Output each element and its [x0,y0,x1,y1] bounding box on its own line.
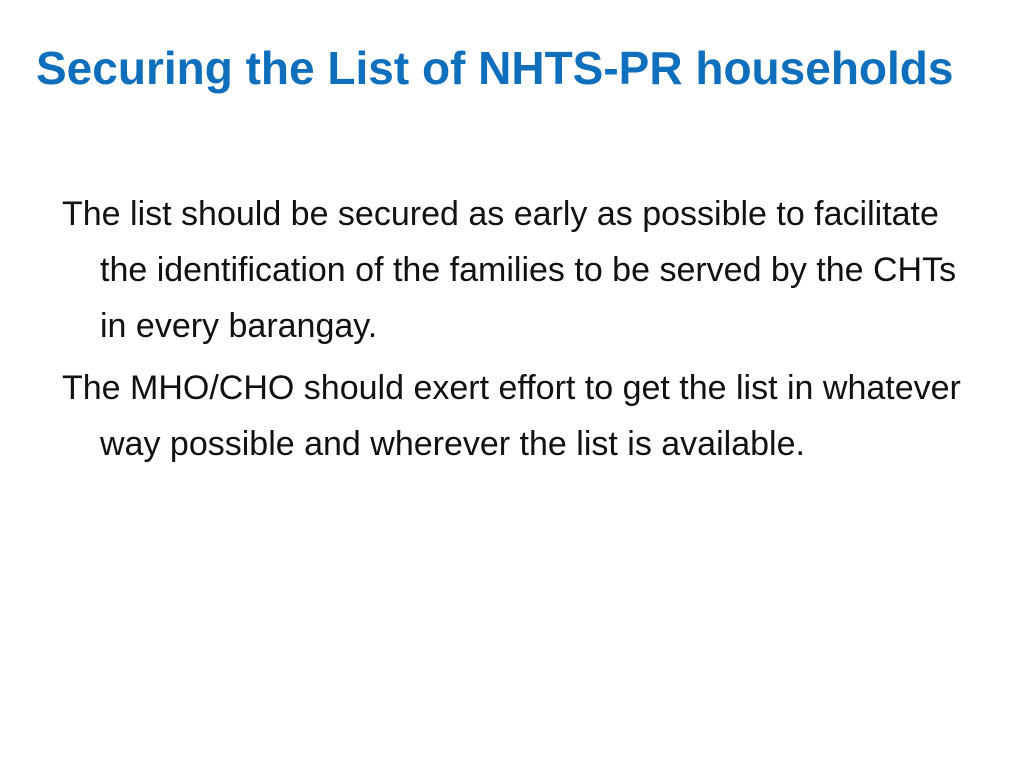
slide-title: Securing the List of NHTS-PR households [36,42,954,94]
slide-body [62,186,982,478]
bullet-item: The list should be secured as early as possible to facilitate the identification of the families to be served by the CHTs in every barangay. [62,195,957,345]
bullet-item: The MHO/CHO should exert effort to get the list in whatever way possible and wherever the list is available. [62,369,961,463]
